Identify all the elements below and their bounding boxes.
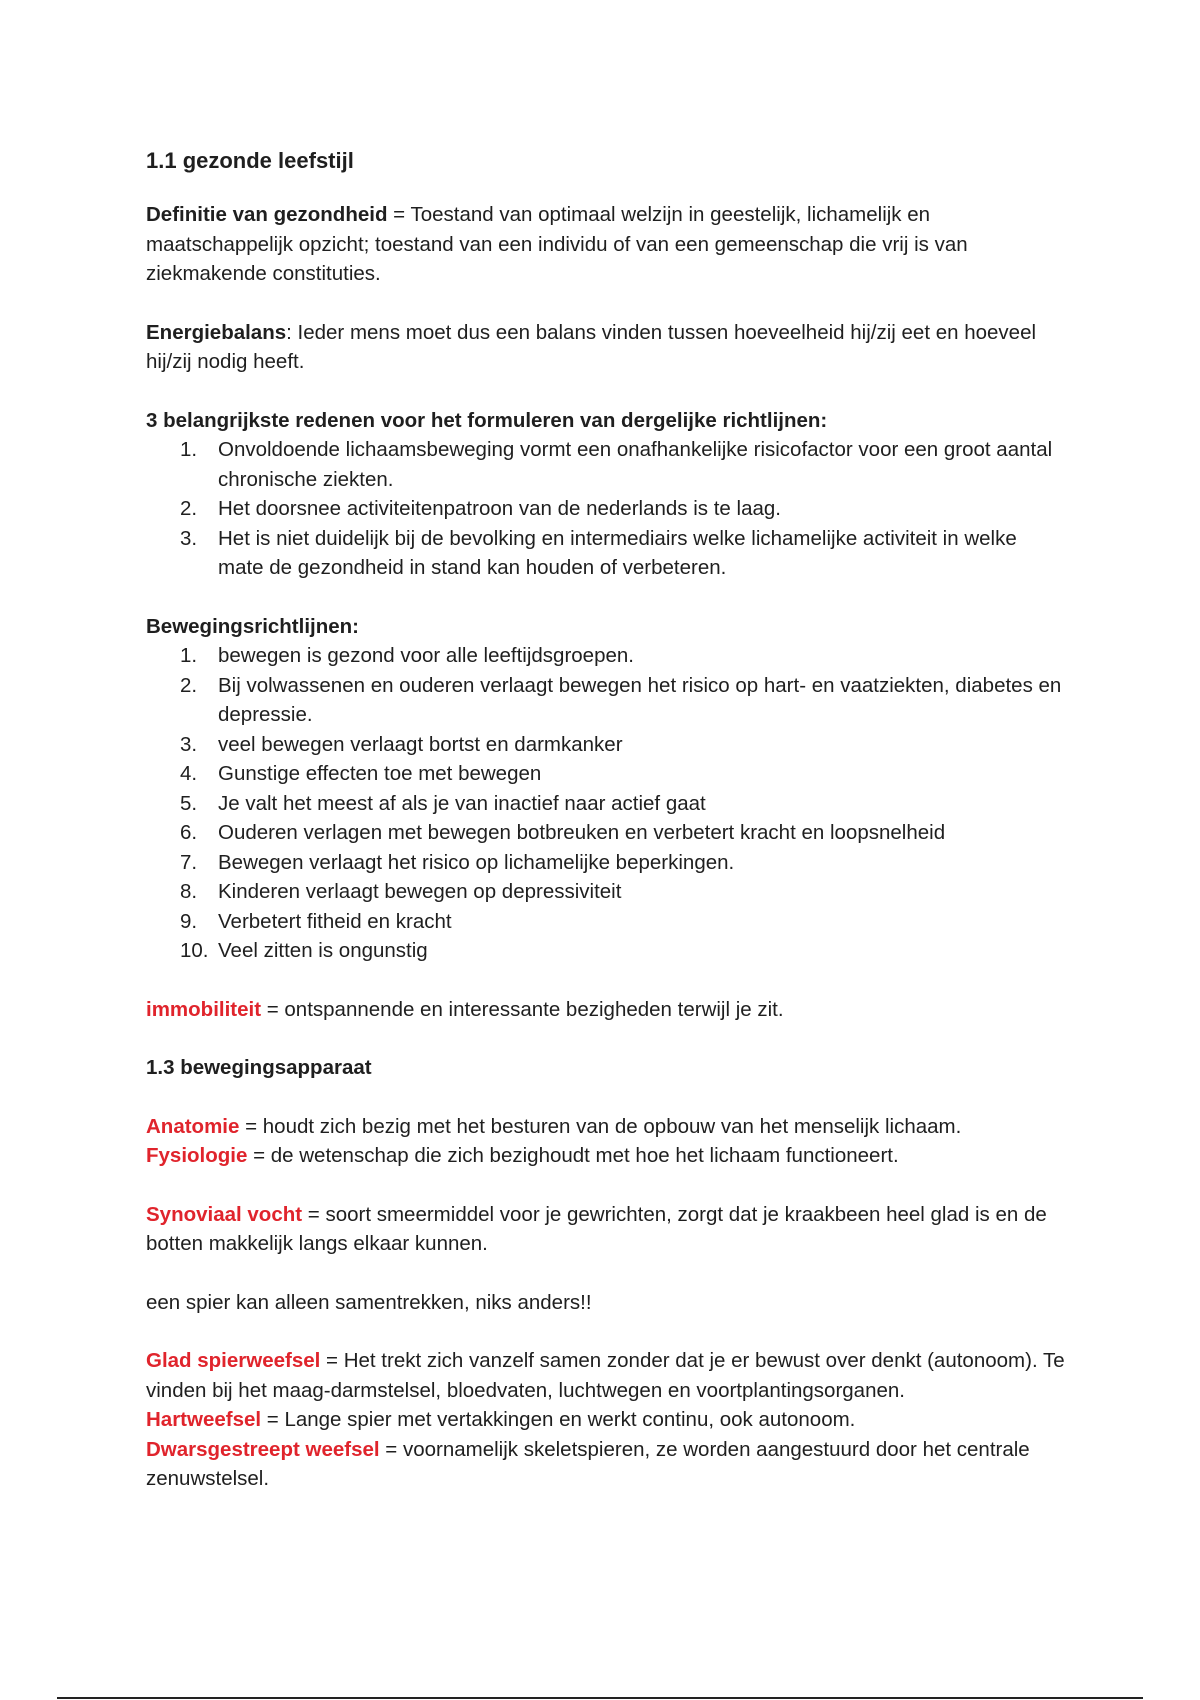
striated-tissue-paragraph — [146, 1435, 1066, 1494]
section-heading-gezonde-leefstijl: 1.1 gezonde leefstijl — [146, 148, 354, 173]
smooth-muscle-paragraph: Glad spierweefsel = Het trekt zich vanzelf samen zonder dat je er bewust over denkt (autonoom). Te vinden bij het maag-darmstelsel, bloedvaten, luchtwegen en voortplantingsorganen. — [146, 1349, 1065, 1402]
energy-text: : Ieder mens moet dus een balans vinden tussen hoeveelheid hij/zij eet en hoeveel hij/zij nodig heeft. — [146, 320, 1037, 373]
synovial-paragraph — [146, 1200, 1066, 1259]
anatomy-paragraph — [146, 1112, 1066, 1142]
anatomy-term: Anatomie — [146, 1114, 240, 1138]
physiology-term: Fysiologie — [146, 1144, 248, 1167]
list-item: 8. Kinderen verlaagt bewegen op depressiviteit — [180, 880, 622, 903]
list-item: 2. Bij volwassenen en ouderen verlaagt bewegen het risico op hart- en vaatziekten, diabetes en depressie. — [180, 673, 1062, 726]
list-item: 9. Verbetert fitheid en kracht — [180, 909, 452, 933]
immobility-paragraph — [146, 995, 1066, 1025]
page-bottom-divider — [57, 1697, 1143, 1699]
document-page — [146, 146, 1066, 1523]
heart-tissue-text: = Lange spier met vertakkingen en werkt continu, ook autonoom. — [261, 1408, 856, 1431]
list-item: 3. Het is niet duidelijk bij de bevolking en intermediairs welke lichamelijke activiteit in welke mate de gezondheid in stand kan houden of verbeteren. — [180, 526, 1017, 579]
reasons-title: 3 belangrijkste redenen voor het formuleren van dergelijke richtlijnen: — [146, 408, 828, 432]
section-heading-bewegingsapparaat: 1.3 bewegingsapparaat — [146, 1056, 372, 1079]
list-item: 10. Veel zitten is ongunstig — [180, 939, 428, 962]
list-item: 1. bewegen is gezond voor alle leeftijdsgroepen. — [180, 644, 634, 667]
anatomy-text: = houdt zich bezig met het besturen van de opbouw van het menselijk lichaam. — [239, 1114, 962, 1138]
definition-text: = Toestand van optimaal welzijn in geestelijk, lichamelijk en maatschappelijk opzicht; toestand van een individu of van een gemeenschap die vrij is van ziekmakende constituties. — [146, 203, 968, 285]
immobility-text: = ontspannende en interessante bezigheden terwijl je zit. — [261, 997, 784, 1021]
smooth-muscle-term: Glad spierweefse — [146, 1349, 315, 1372]
physiology-paragraph — [146, 1141, 1066, 1171]
guidelines-title: Bewegingsrichtlijnen: — [146, 614, 359, 638]
smooth-muscle-text: = Het trekt zich vanzelf samen zonder dat je er bewust over denkt (autonoom). Te vinden bij het maag-darmstelsel, bloedvaten, luchtwegen en voortplantingsorganen. — [146, 1349, 1065, 1402]
guidelines-list — [146, 641, 1066, 966]
heart-tissue-paragraph: Hartweefsel = Lange spier met vertakkingen en werkt continu, ook autonoom. — [146, 1408, 856, 1431]
immobility-term: immobiliteit — [146, 997, 262, 1021]
reasons-list — [146, 435, 1066, 583]
heart-tissue-term: Hartweefse — [146, 1408, 256, 1431]
list-item: 4. Gunstige effecten toe met bewegen — [180, 762, 542, 785]
list-item: 7. Bewegen verlaagt het risico op lichamelijke beperkingen. — [180, 850, 735, 874]
energy-paragraph — [146, 318, 1066, 377]
list-item: 2. Het doorsnee activiteitenpatroon van de nederlands is te laag. — [180, 497, 781, 520]
striated-tissue-term: Dwarsgestreept weefsel — [146, 1437, 380, 1461]
list-item: 1. Onvoldoende lichaamsbeweging vormt een onafhankelijke risicofactor voor een groot aantal chronische ziekten. — [180, 438, 1053, 491]
muscle-note: een spier kan alleen samentrekken, niks anders!! — [146, 1290, 592, 1314]
list-item: 5. Je valt het meest af als je van inactief naar actief gaat — [180, 791, 706, 815]
list-item: 6. Ouderen verlagen met bewegen botbreuken en verbetert kracht en loopsnelheid — [180, 821, 946, 844]
definition-term: Definitie van gezondheid — [146, 203, 388, 226]
synovial-term: Synoviaal vocht — [146, 1202, 303, 1226]
list-item: 3. veel bewegen verlaagt bortst en darmkanker — [180, 732, 623, 756]
striated-tissue-text: = voornamelijk skeletspieren, ze worden aangestuurd door het centrale zenuwstelsel. — [146, 1437, 1030, 1490]
energy-term: Energiebalans — [146, 320, 287, 344]
definition-paragraph — [146, 200, 1066, 289]
synovial-text: = soort smeermiddel voor je gewrichten, zorgt dat je kraakbeen heel glad is en de botten makkelijk langs elkaar kunnen. — [146, 1202, 1047, 1255]
physiology-text: = de wetenschap die zich bezighoudt met hoe het lichaam functioneert. — [247, 1144, 899, 1167]
